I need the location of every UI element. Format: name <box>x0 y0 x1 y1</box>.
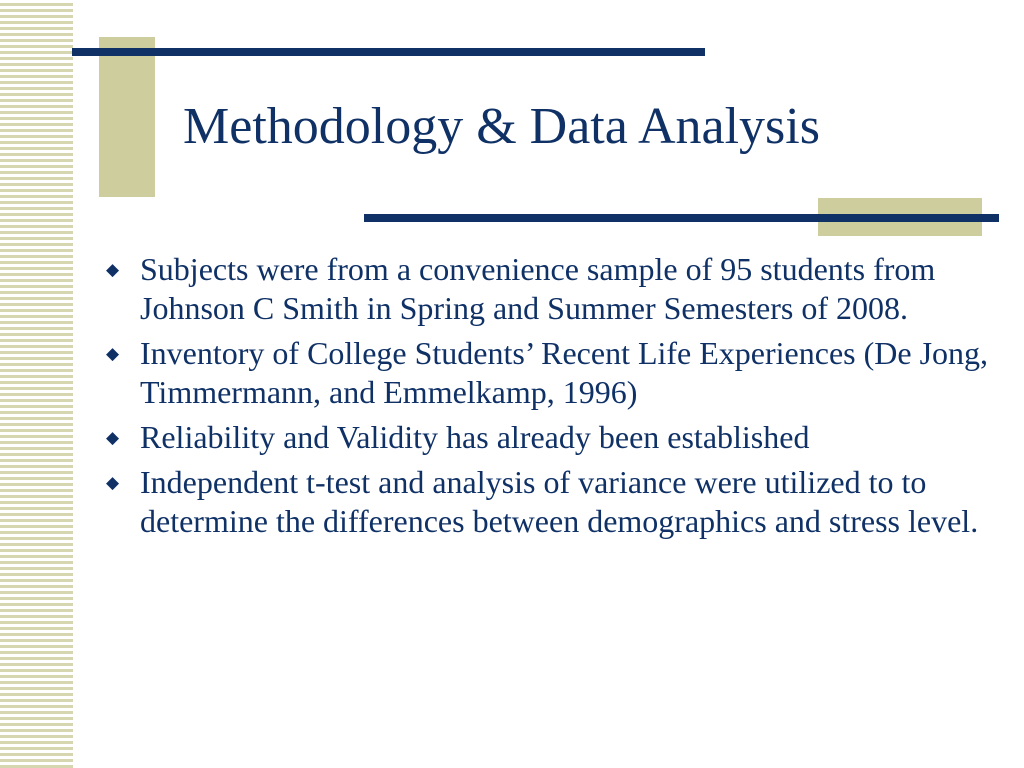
title-rule-bottom <box>364 214 999 222</box>
bullet-text: Reliability and Validity has already been established <box>140 419 810 455</box>
bullet-item <box>104 334 1004 412</box>
bullet-text: Subjects were from a convenience sample of 95 students from Johnson C Smith in Spring and Summer Semesters of 2008. <box>140 251 936 326</box>
diamond-bullet-icon: ◆ <box>106 260 120 279</box>
diamond-bullet-icon: ◆ <box>106 428 120 447</box>
slide-title: Methodology & Data Analysis <box>183 98 820 155</box>
bullet-item <box>104 418 1004 457</box>
bullet-text: Inventory of College Students’ Recent Life Experiences (De Jong, Timmermann, and Emmelkamp, 1996) <box>140 335 989 410</box>
bullet-item <box>104 250 1004 328</box>
bullet-text: Independent t-test and analysis of variance were utilized to to determine the differences between demographics and stress level. <box>140 464 979 539</box>
diamond-bullet-icon: ◆ <box>106 473 120 492</box>
left-stripe-decoration <box>0 0 73 768</box>
tan-block-top-decoration <box>99 37 155 197</box>
diamond-bullet-icon: ◆ <box>106 344 120 363</box>
title-rule-top <box>72 48 705 56</box>
bullet-list <box>104 250 1004 547</box>
bullet-item <box>104 463 1004 541</box>
